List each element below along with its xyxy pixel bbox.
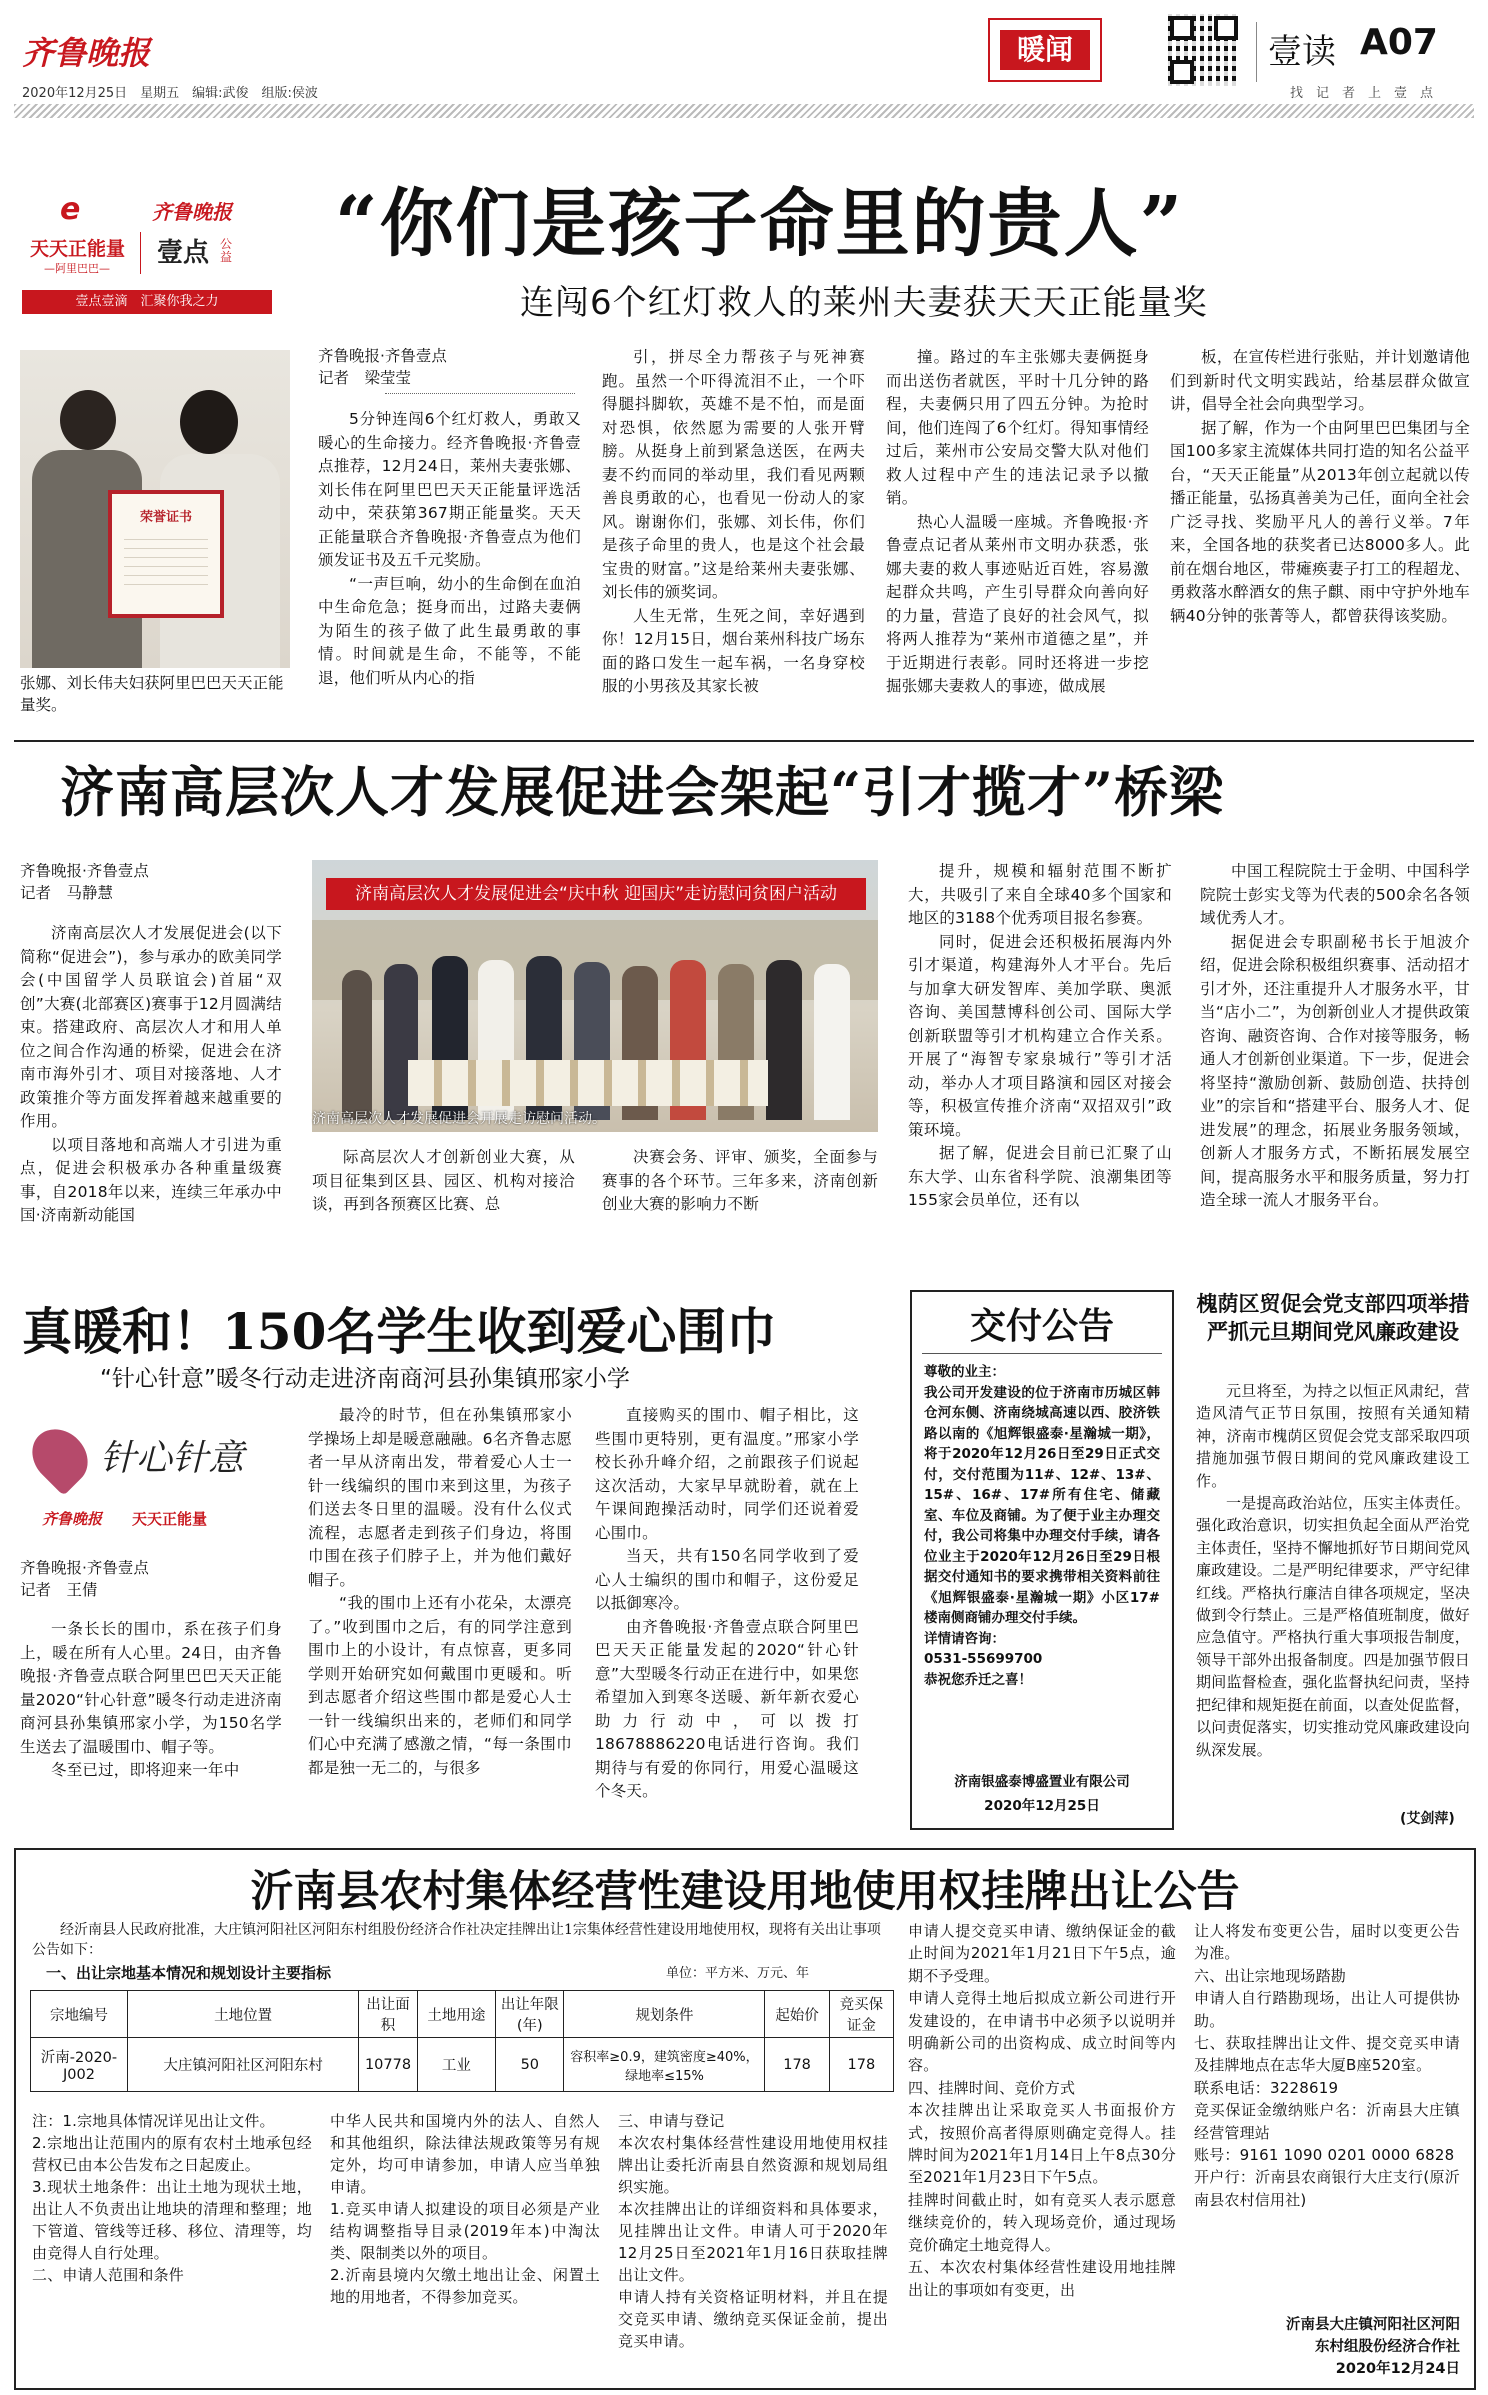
notice-rule xyxy=(922,1353,1162,1354)
brand-e-icon: e xyxy=(60,192,81,227)
logo-brand: 天天正能量 xyxy=(132,1510,208,1528)
land-intro: 经沂南县人民政府批准，大庄镇河阳社区河阳东村组股份经济合作社决定挂牌出让1宗集体经营性建设用地使用权，现将有关出让事项公告如下： xyxy=(32,1922,881,1958)
photo-banner: 济南高层次人才发展促进会“庆中秋 迎国庆”走访慰问贫困户活动 xyxy=(326,878,866,910)
story1-bottom-rule xyxy=(14,740,1474,742)
land-colD: 申请人提交竞买申请、缴纳保证金的截止时间为2021年1月21日下午5点，逾期不予受理。 申请人竞得土地后拟成立新公司进行开发建设的，在申请书中必须予以说明并明确新公司的出资构成、成立时间等内容。 四、挂牌时间、竞价方式 本次挂牌出让采取竞买人书面报价方式，按照价高者得原则确定竞得人。挂牌时间为2021年1月14日上午8点30分至2021年1月23日下午5点。 挂牌时间截止时，如有竞买人表示愿意继续竞价的，转入现场竞价，通过现场竞价确定土地竞得人。 五、本次农村集体经营性建设用地挂牌出让的事项如有变更，出 xyxy=(908,1922,1176,2299)
story3-col2 xyxy=(308,1404,572,1840)
paragraph: 一条长长的围巾，系在孩子们身上，暖在所有人心里。24日，由齐鲁晚报·齐鲁壹点联合阿里巴巴天天正能量2020“针心针意”暖冬行动走进济南商河县孙集镇邢家小学，为150名学生送去了温暖围巾、帽子等。 xyxy=(20,1620,282,1756)
section-label: 暖闻 xyxy=(1000,30,1090,70)
notice-date: 2020年12月25日 xyxy=(984,1798,1100,1814)
story2-title: 济南高层次人才发展促进会架起“引才揽才”桥梁 xyxy=(60,760,1225,824)
paragraph: 5分钟连闯6个红灯救人，勇敢又暖心的生命接力。经齐鲁晚报·齐鲁壹点推荐，12月24日，莱州夫妻张娜、刘长伟在阿里巴巴天天正能量评选活动中，荣获第367期正能量奖。天天正能量联合齐鲁晚报·齐鲁壹点为他们颁发证书及五千元奖励。 xyxy=(318,410,581,569)
notice-title: 交付公告 xyxy=(969,1305,1114,1347)
logo-column: 壹点 xyxy=(157,238,210,268)
writer-line: 找 记 者 上 壹 点 xyxy=(1290,86,1434,101)
paper-logo: 齐鲁晚报 xyxy=(22,34,151,72)
slogan-bar: 壹点壹滴 汇聚你我之力 xyxy=(22,290,272,314)
header-rule xyxy=(14,104,1474,118)
paragraph: 以项目落地和高端人才引进为重点，促进会积极承办各种重量级赛事，自2018年以来，连续三年承办中国·济南新动能国 xyxy=(20,1135,282,1224)
story1-title: “你们是孩子命里的贵人” xyxy=(335,181,1185,267)
certificate xyxy=(108,490,224,618)
logo-sub: —阿里巴巴— xyxy=(44,262,110,275)
date-line: 2020年12月25日 星期五 编辑:武俊 组版:侯波 xyxy=(22,86,318,101)
person-11 xyxy=(814,964,850,1120)
story2-photo xyxy=(312,860,878,1132)
land-table xyxy=(30,1990,894,2092)
td-start-price: 178 xyxy=(765,2038,829,2092)
story2-photo-caption: 济南高层次人才发展促进会开展走访慰问活动。 xyxy=(312,1111,606,1127)
byline-reporter: 记者 梁莹莹 xyxy=(318,369,412,387)
table-row xyxy=(31,2038,894,2092)
paragraph: 据了解，促进会目前已汇聚了山东大学、山东省科学院、浪潮集团等155家会员单位，还有以 xyxy=(908,1144,1172,1209)
story2-col5 xyxy=(1200,860,1470,1270)
notice-signer: 济南银盛泰博盛置业有限公司 xyxy=(954,1774,1130,1790)
paragraph: 中国工程院院士于金明、中国科学院院士彭实戈等为代表的500余名各领域优秀人才。 xyxy=(1200,862,1470,927)
th-area: 出让面积 xyxy=(359,1991,417,2038)
land-section1: 一、出让宗地基本情况和规划设计主要指标 xyxy=(46,1964,332,1982)
land-signer-line1: 沂南县大庄镇河阳社区河阳 xyxy=(1286,2317,1460,2333)
th-location: 土地位置 xyxy=(127,1991,359,2038)
td-area: 10778 xyxy=(359,2038,417,2092)
paragraph: 最冷的时节，但在孙集镇邢家小学操场上却是暖意融融。6名齐鲁志愿者一早从济南出发，带着爱心人士一针一线编织的围巾来到这里，为孩子们送去冬日里的温暖。没有什么仪式流程，志愿者走到孩子们身边，将围巾围在孩子们脖子上，并为他们戴好帽子。 xyxy=(308,1406,572,1589)
land-date: 2020年12月24日 xyxy=(1335,2361,1460,2377)
byline-reporter: 记者 马静慧 xyxy=(20,884,114,902)
land-signer xyxy=(1194,2314,1460,2380)
story3-col1 xyxy=(20,1618,282,1840)
land-colB: 中华人民共和国境内外的法人、自然人和其他组织，除法律法规政策等另有规定外，均可申请参加，申请人应当单独申请。 1.竞买申请人拟建设的项目必须是产业结构调整指导目录(2019年本)中淘汰类、限制类以外的项目。 2.沂南县境内欠缴土地出让金、闲置土地的用地者，不得参加竞买。 xyxy=(330,2112,600,2306)
paragraph: 济南高层次人才发展促进会(以下简称“促进会”)，参与承办的欧美同学会(中国留学人员联谊会)首届“双创”大赛(北部赛区)赛事于12月圆满结束。搭建政府、高层次人才和用人单位之间合作沟通的桥梁，促进会在济南市海外引才、项目对接落地、人才政策推介等方面发挥着越来越重要的作用。 xyxy=(20,924,282,1130)
masthead-divider xyxy=(1256,22,1257,82)
story1-subtitle: 连闯6个红灯救人的莱州夫妻获天天正能量奖 xyxy=(520,283,1208,323)
logo-divider xyxy=(140,232,141,274)
paragraph: 冬至已过，即将迎来一年中 xyxy=(51,1761,240,1779)
page-number: A07 xyxy=(1360,22,1438,63)
story1-col4 xyxy=(1170,346,1470,730)
paragraph: 撞。路过的车主张娜夫妻俩挺身而出送伤者就医，平时十几分钟的路程，夫妻俩只用了四五分钟。为抢时间，他们连闯了6个红灯。得知事情经过后，莱州市公安局交警大队对他们救人过程中产生的违法记录予以撤销。 xyxy=(886,348,1149,507)
section-frame xyxy=(988,18,1102,82)
gift-bags xyxy=(408,1060,768,1106)
logo-calligraphy: 针心针意 xyxy=(100,1438,245,1479)
delivery-notice xyxy=(910,1290,1174,1830)
paragraph: “一声巨响，幼小的生命倒在血泊中生命危急；挺身而出，过路夫妻俩为陌生的孩子做了此生最勇敢的事情。时间就是生命，不能等，不能退，他们听从内心的指 xyxy=(318,574,581,687)
td-location: 大庄镇河阳社区河阳东村 xyxy=(127,2038,359,2092)
man-head xyxy=(60,390,116,450)
land-signer-line2: 东村组股份经济合作社 xyxy=(1315,2339,1460,2355)
logo-paper: 齐鲁晚报 xyxy=(42,1510,103,1528)
paragraph: 引，拼尽全力帮孩子与死神赛跑。虽然一个吓得流泪不止，一个吓得腿抖脚软，英雄不是不怕，而是面对恐惧，依然愿为需要的人张开臂膀。从挺身上前到紧急送医，在两夫妻不约而同的举动里，我们看见两颗善良勇敢的心，也看见一份动人的家风。谢谢你们，张娜、刘长伟，你们是孩子命里的贵人，也是这个社会最宝贵的财富。”这是给莱州夫妻张娜、刘长伟的颁奖词。 xyxy=(602,348,865,601)
paragraph: 直接购买的围巾、帽子相比，这些围巾更特别，更有温度。”邢家小学校长孙升峰介绍，之前跟孩子们说起这次活动，大家早早就盼着，就在上午课间跑操活动时，同学们还说着爱心围巾。 xyxy=(595,1406,859,1542)
story2-col3 xyxy=(602,1146,878,1266)
td-planning: 容积率≥0.9，建筑密度≥40%，绿地率≤15% xyxy=(564,2038,765,2092)
column-name: 壹读 xyxy=(1268,32,1336,72)
th-deposit: 竞买保证金 xyxy=(829,1991,893,2038)
paragraph: 际高层次人才创新创业大赛，从项目征集到区县、园区、机构对接洽谈，再到各预赛区比赛、总 xyxy=(312,1148,575,1213)
byline-source: 齐鲁晚报·齐鲁壹点 xyxy=(20,1559,149,1577)
byline-rule xyxy=(385,393,575,394)
story1-logo-block xyxy=(22,180,272,320)
person-1 xyxy=(342,970,372,1120)
paragraph: 热心人温暖一座城。齐鲁晚报·齐鲁壹点记者从莱州市文明办获悉，张娜夫妻的救人事迹贴近百姓，容易激起群众共鸣，产生引导群众向善向好的力量，营造了良好的社会风气，拟将两人推荐为“莱州市道德之星”，并于近期进行表彰。同时还将进一步挖掘张娜夫妻救人的事迹，做成展 xyxy=(886,512,1149,695)
paragraph: 元旦将至，为持之以恒正风肃纪，营造风清气正节日氛围，按照有关通知精神，济南市槐荫区贸促会党支部采取四项措施加强节假日期间的党风廉政建设工作。 xyxy=(1196,1382,1470,1490)
story1-col1 xyxy=(318,408,581,730)
logo-brand: 天天正能量 xyxy=(30,238,126,260)
story3-col3 xyxy=(595,1404,859,1840)
th-term: 出让年限(年) xyxy=(496,1991,564,2038)
paragraph: 提升，规模和辐射范围不断扩大，共吸引了来自全球40多个国家和地区的3188个优秀项目报名参赛。 xyxy=(908,862,1172,927)
story1-photo xyxy=(20,350,290,668)
paragraph: 由齐鲁晚报·齐鲁壹点联合阿里巴巴天天正能量发起的2020“针心针意”大型暖冬行动正在进行中，如果您希望加入到寒冬送暖、新年新衣爱心助力行动中，可以拨打18678886220电话进行咨询。我们期待与有爱的你同行，用爱心温暖这个冬天。 xyxy=(595,1617,859,1800)
byline-source: 齐鲁晚报·齐鲁壹点 xyxy=(20,862,149,880)
paragraph: 当天，共有150名同学收到了爱心人士编织的围巾和帽子，这份爱足以抵御寒冷。 xyxy=(595,1547,859,1612)
story3-subtitle: “针心针意”暖冬行动走进济南商河县孙集镇邢家小学 xyxy=(100,1366,630,1392)
land-colC: 三、申请与登记 本次农村集体经营性建设用地使用权挂牌出让委托沂南县自然资源和规划局组织实施。 本次挂牌出让的详细资料和具体要求，见挂牌出让文件。申请人可于2020年12月25日至2021年1月16日获取挂牌出让文件。 申请人持有关资格证明材料，并且在提交竞买申请、缴纳竞买保证金前，提出竞买申请。 xyxy=(618,2112,888,2350)
story2-col4 xyxy=(908,860,1172,1270)
story2-byline xyxy=(20,860,149,904)
paragraph: 据促进会专职副秘书长于旭波介绍，促进会除积极组织赛事、活动招才引才外，还注重提升人才服务水平，甘当“店小二”，为创新创业人才提供政策咨询、融资咨询、合作对接等服务，畅通人才创新创业渠道。下一步，促进会将坚持“激励创新、鼓励创造、扶持创业”的宗旨和“搭建平台、服务人才、促进发展”的理念，拓展业务服务领域，创新人才服务方式，不断拓展发展空间，提高服务水平和服务质量，努力打造全球一流人才服务平台。 xyxy=(1200,932,1470,1209)
land-colA: 注：1.宗地具体情况详见出让文件。 2.宗地出让范围内的原有农村土地承包经营权已由本公告发布之日起废止。 3.现状土地条件：出让土地为现状土地，出让人不负责出让地块的清理和整理；地下管道、管线等迁移、移位、清理等，均由竞得人自行处理。 二、申请人范围和条件 xyxy=(32,2112,312,2284)
story4-body xyxy=(1196,1380,1470,1816)
paragraph: 一是提高政治站位，压实主体责任。强化政治意识，切实担负起全面从严治党主体责任，坚持不懈地抓好节日期间党风廉政建设。二是严明纪律要求，严守纪律红线。严格执行廉洁自律各项规定，坚决做到令行禁止。三是严格值班制度，做好应急值守。严格执行重大事项报告制度，领导干部外出报备制度。四是加强节假日期间监督检查，强化监督执纪问责，坚持把纪律和规矩挺在前面，以查处促监督，以问责促落实，切实推动党风廉政建设向纵深发展。 xyxy=(1196,1494,1470,1759)
story3-title: 真暖和！150名学生收到爱心围巾 xyxy=(22,1302,777,1361)
logo-tag: 公益 xyxy=(220,237,233,264)
paragraph: “我的围巾上还有小花朵，太漂亮了。”收到围巾之后，有的同学注意到围巾上的小设计，有点惊喜，更多同学则开始研究如何戴围巾更暖和。听到志愿者介绍这些围巾都是爱心人士一针一线编织出来的，老师们和同学们心中充满了感激之情，“每一条围巾都是独一无二的，与很多 xyxy=(308,1594,572,1777)
td-use: 工业 xyxy=(417,2038,496,2092)
byline-reporter: 记者 王倩 xyxy=(20,1581,98,1599)
woman-head xyxy=(180,390,238,454)
land-colE: 让人将发布变更公告，届时以变更公告为准。 六、出让宗地现场踏勘 申请人自行踏勘现场，出让人可提供协助。 七、获取挂牌出让文件、提交竞买申请及挂牌地点在志华大厦B座520室。 联系电话：3228619 竞买保证金缴纳账户名：沂南县大庄镇经营管理站 账号：9161 1090 0201 0000 6828 开户行：沂南县农商银行大庄支行(原沂南县农村信用社) xyxy=(1194,1922,1460,2209)
certificate-lines xyxy=(124,535,208,585)
notice-body: 尊敬的业主： 我公司开发建设的位于济南市历城区韩仓河东侧、济南绕城高速以西、胶济铁路以南的《旭辉银盛泰·星瀚城一期》，将于2020年12月26日至29日正式交付，交付范围为11#、12#、13#、15#、16#、17#所有住宅、储藏室、车位及商铺。为了便于业主办理交付，我公司将集中办理交付手续，请各位业主于2020年12月26日至29日根据交付通知书的要求携带相关资料前往《旭辉银盛泰·星瀚城一期》小区17#楼南侧商铺办理交付手续。 详情请咨询： 0531-55699700 恭祝您乔迁之喜！ xyxy=(924,1364,1160,1688)
paragraph: 人生无常，生死之间，幸好遇到你！12月15日，烟台莱州科技广场东面的路口发生一起车祸，一名身穿校服的小男孩及其家长被 xyxy=(602,606,865,695)
paragraph: 据了解，作为一个由阿里巴巴集团与全国100多家主流媒体共同打造的知名公益平台，“天天正能量”从2013年创立起就以传播正能量，弘扬真善美为己任，面向全社会广泛寻找、奖励平凡人的善行义举。7年来，全国各地的获奖者已达8000多人。此前在烟台地区，带瘫痪妻子打工的程超龙、勇救落水醉酒女的焦子麒、雨中守护外地车辆40分钟的张菁等人，都曾获得该奖励。 xyxy=(1170,418,1470,625)
qr-code-icon xyxy=(1168,14,1240,86)
story3-byline xyxy=(20,1557,149,1601)
certificate-title: 荣誉证书 xyxy=(139,510,192,525)
td-deposit: 178 xyxy=(829,2038,893,2092)
th-parcel-no: 宗地编号 xyxy=(31,1991,128,2038)
th-use: 土地用途 xyxy=(417,1991,496,2038)
td-parcel-no: 沂南-2020-J002 xyxy=(31,2038,128,2092)
story3-logo-block xyxy=(22,1400,282,1550)
story1-col2 xyxy=(602,346,865,730)
paragraph: 同时，促进会还积极拓展海内外引才渠道，构建海外人才平台。先后与加拿大研发智库、美加学联、奥派咨询、美国慧博科创公司、国际大学创新联盟等引才机构建立合作关系。开展了“海智专家泉城行”等引才活动，举办人才项目路演和园区对接会等，积极宣传推介济南“双招双引”政策环境。 xyxy=(908,932,1172,1139)
story4-title: 槐荫区贸促会党支部四项举措严抓元旦期间党风廉政建设 xyxy=(1196,1292,1470,1344)
logo-paper: 齐鲁晚报 xyxy=(152,200,232,224)
land-notice xyxy=(14,1848,1476,2390)
story1-photo-caption: 张娜、刘长伟夫妇获阿里巴巴天天正能量奖。 xyxy=(20,674,284,714)
story4-author: (艾剑萍) xyxy=(1400,1811,1455,1827)
story1-col3 xyxy=(886,346,1149,730)
story1-byline xyxy=(318,345,447,389)
land-unit: 单位：平方米、万元、年 xyxy=(666,1966,810,1981)
story2-col1 xyxy=(20,922,282,1272)
th-start-price: 起始价 xyxy=(765,1991,829,2038)
paragraph: 决赛会务、评审、颁奖，全面参与赛事的各个环节。三年多来，济南创新创业大赛的影响力不断 xyxy=(602,1148,878,1213)
paragraph: 板，在宣传栏进行张贴，并计划邀请他们到新时代文明实践站，给基层群众做宣讲，倡导全社会向典型学习。 xyxy=(1170,348,1470,413)
heart-yarn-icon xyxy=(21,1418,99,1496)
land-table-header xyxy=(31,1991,894,2038)
td-term: 50 xyxy=(496,2038,564,2092)
person-10 xyxy=(766,960,802,1120)
story2-col2 xyxy=(312,1146,575,1266)
byline-source: 齐鲁晚报·齐鲁壹点 xyxy=(318,347,447,365)
land-title: 沂南县农村集体经营性建设用地使用权挂牌出让公告 xyxy=(250,1867,1240,1917)
th-planning: 规划条件 xyxy=(564,1991,765,2038)
